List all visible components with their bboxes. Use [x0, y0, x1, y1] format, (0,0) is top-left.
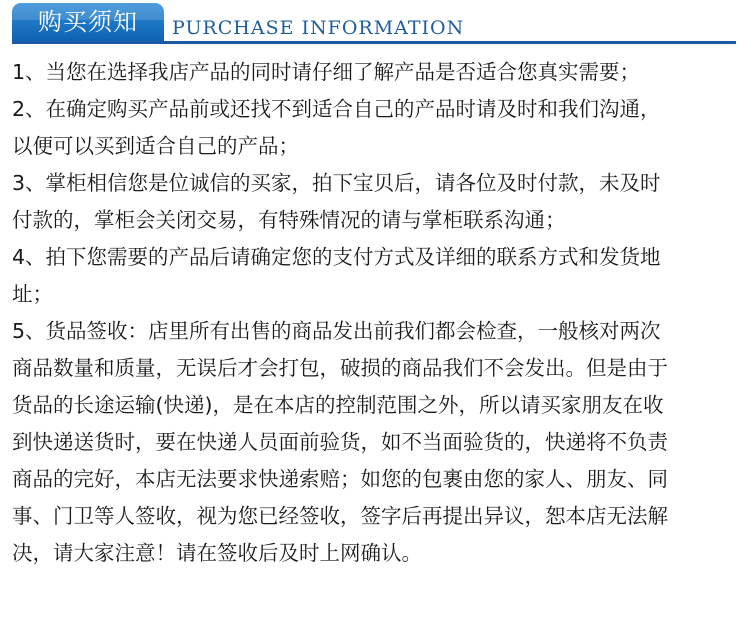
cn-title: 购买须知: [38, 8, 138, 36]
notice-line: 5、货品签收：店里所有出售的商品发出前我们都会检查，一般核对两次: [12, 319, 661, 343]
notice-line: 以便可以买到适合自己的产品；: [12, 134, 299, 158]
title-tab: [12, 3, 164, 41]
notice-line: 商品数量和质量，无误后才会打包，破损的商品我们不会发出。但是由于: [12, 356, 668, 380]
notice-line: 到快递送货时，要在快递人员面前验货，如不当面验货的，快递将不负责: [12, 430, 668, 454]
notice-line: 3、掌柜相信您是位诚信的买家，拍下宝贝后，请各位及时付款，未及时: [12, 171, 661, 195]
notice-line: 货品的长途运输(快递)，是在本店的控制范围之外，所以请买家朋友在收: [12, 393, 664, 417]
notice-line: 4、拍下您需要的产品后请确定您的支付方式及详细的联系方式和发货地: [12, 245, 661, 269]
title-underline: [12, 41, 736, 44]
notice-line: 1、当您在选择我店产品的同时请仔细了解产品是否适合您真实需要；: [12, 60, 641, 84]
notice-line: 址；: [12, 282, 53, 306]
notice-line: 决，请大家注意！请在签收后及时上网确认。: [12, 541, 422, 565]
tab-shine: [12, 3, 164, 20]
en-title: PURCHASE INFORMATION: [172, 17, 465, 39]
header: [0, 0, 750, 46]
notice-line: 付款的，掌柜会关闭交易，有特殊情况的请与掌柜联系沟通；: [12, 208, 566, 232]
notice-line: 商品的完好，本店无法要求快递索赔；如您的包裹由您的家人、朋友、同: [12, 467, 668, 491]
notice-content: [0, 54, 750, 572]
notice-line: 事、门卫等人签收，视为您已经签收，签字后再提出异议，恕本店无法解: [12, 504, 668, 528]
notice-line: 2、在确定购买产品前或还找不到适合自己的产品时请及时和我们沟通，: [12, 97, 661, 121]
